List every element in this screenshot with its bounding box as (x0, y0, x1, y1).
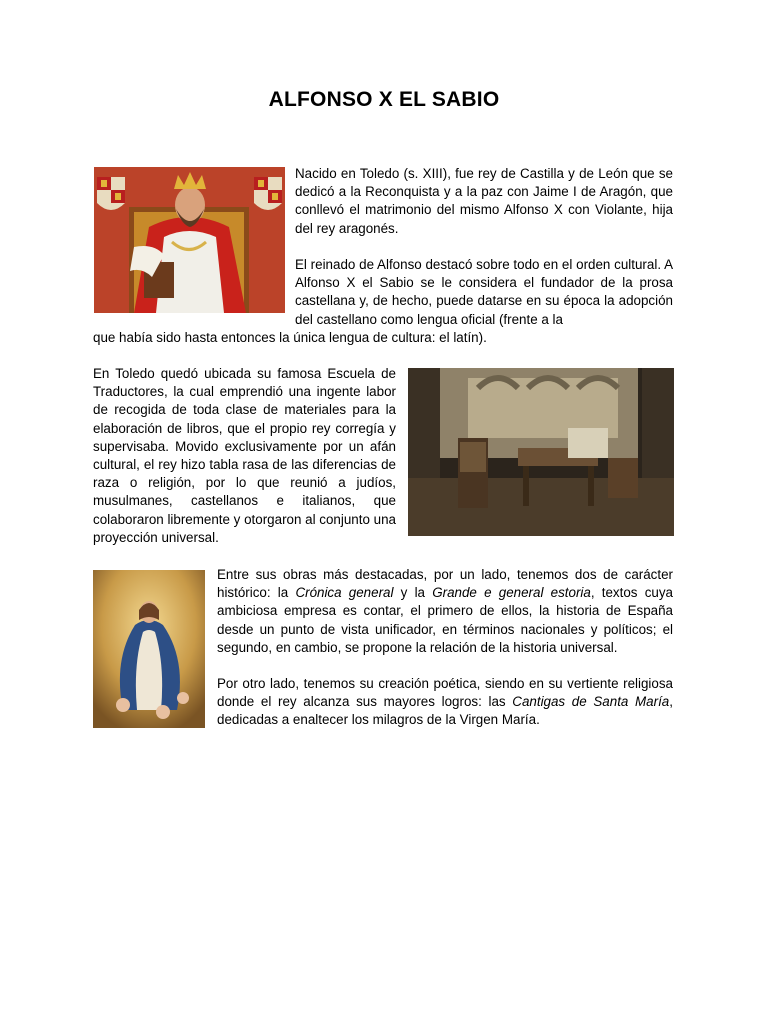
paragraph-3: En Toledo quedó ubicada su famosa Escuela de Traductores, la cual emprendió una ingente labor de recogida de toda clase de materiales para la elaboración de libros, que el propio rey corregía y supervisaba. Movido exclusivamente por un afán cultural, el rey hizo tabla rasa de las diferencias de raza o religión, por lo que reunió a judíos, musulmanes, castellanos e italianos, que colaboraron libremente y otorgaron al conjunto una proyección universal. (93, 366, 396, 545)
paragraph-2-full: que había sido hasta entonces la única lengua de cultura: el latín). (93, 329, 487, 345)
virgin-mary-painting-image (93, 570, 205, 728)
translators-school-image (408, 368, 674, 536)
paragraph-5-text-b: , dedicadas a enaltecer los milagros de la Virgen María. (217, 694, 673, 728)
paragraph-2-indented: El reinado de Alfonso destacó sobre todo en el orden cultural. A Alfonso X el Sabio se le considera el fundador de la prosa castellana y, de hecho, puede datarse en su época la adopción del castellano como lengua oficial (frente a la (295, 257, 673, 327)
paragraph-5-text-a: Por otro lado, tenemos su creación poética, siendo en su vertiente religiosa donde el rey alcanza sus mayores logros: las (217, 676, 673, 710)
grande-general-estoria-title: Grande e general estoria (432, 585, 591, 601)
paragraph-4-text-c: , textos cuya ambiciosa empresa es contar, el primero de ellos, la historia de España desde un punto de vista unificador, en términos nacionales y políticos; el segundo, en cambio, se propone la relación de la historia universal. (217, 585, 673, 655)
cronica-general-title: Crónica general (295, 585, 394, 601)
paragraph-5 (217, 675, 673, 730)
paragraph-4 (217, 566, 673, 657)
cantigas-title: Cantigas de Santa María (512, 694, 670, 710)
paragraph-1: Nacido en Toledo (s. XIII), fue rey de Castilla y de León que se dedicó a la Reconquista y a la paz con Jaime I de Aragón, que conllevó el matrimonio del mismo Alfonso X con Violante, hija del rey aragonés. (295, 166, 673, 236)
paragraph-4-text-a: Entre sus obras más destacadas, por un lado, tenemos dos de carácter histórico: la (217, 567, 673, 601)
paragraph-4-text-b: y la (393, 585, 433, 601)
paragraph-2 (93, 256, 673, 347)
page-title: ALFONSO X EL SABIO (268, 88, 500, 111)
